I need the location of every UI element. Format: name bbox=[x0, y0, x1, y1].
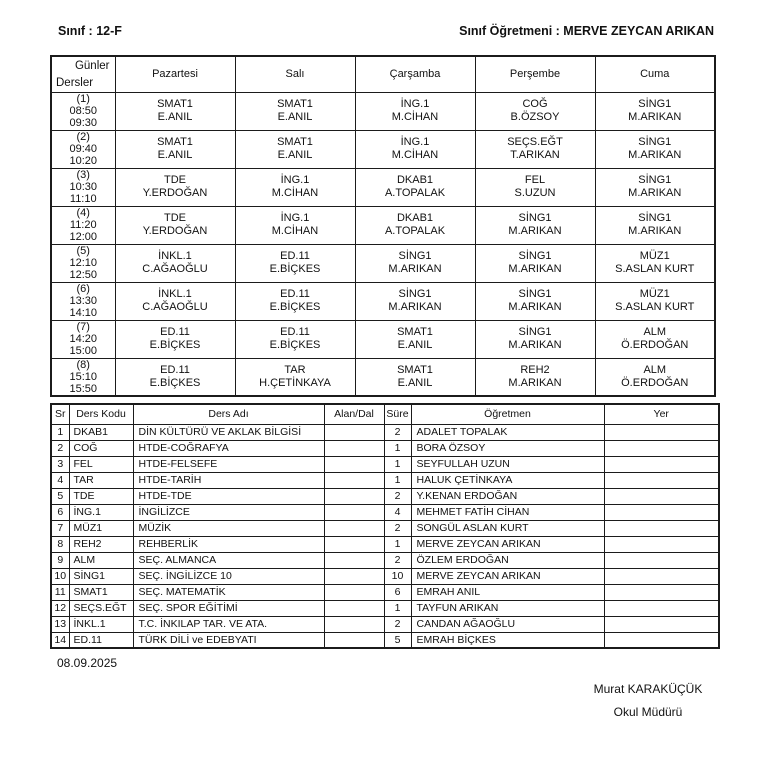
course-column-header: Yer bbox=[604, 404, 719, 424]
lesson-teacher: E.BİÇKES bbox=[269, 263, 321, 275]
course-sr: 1 bbox=[51, 424, 69, 440]
period-start-time: 14:20 bbox=[69, 333, 98, 345]
course-sure: 1 bbox=[384, 456, 411, 472]
course-name: TÜRK DİLİ ve EDEBYATI bbox=[133, 632, 324, 648]
course-sr: 14 bbox=[51, 632, 69, 648]
lesson-teacher: A.TOPALAK bbox=[384, 225, 446, 237]
document-header bbox=[58, 24, 714, 38]
course-row bbox=[51, 424, 719, 440]
period-number: (8) bbox=[76, 358, 90, 371]
period-number: (1) bbox=[76, 93, 90, 105]
lesson-code: SİNG1 bbox=[398, 288, 432, 300]
course-row bbox=[51, 616, 719, 632]
course-column-header: Ders Adı bbox=[133, 404, 324, 424]
lesson-teacher: M.ARIKAN bbox=[508, 339, 562, 351]
course-name: SEÇ. MATEMATİK bbox=[133, 584, 324, 600]
course-sure: 2 bbox=[384, 616, 411, 632]
period-end-time: 15:50 bbox=[69, 382, 98, 395]
lesson-cell bbox=[115, 282, 235, 320]
lesson-teacher: Y.ERDOĞAN bbox=[142, 187, 208, 199]
course-name: SEÇ. İNGİLİZCE 10 bbox=[133, 568, 324, 584]
lesson-cell bbox=[115, 130, 235, 168]
lesson-code: ED.11 bbox=[160, 363, 190, 376]
lesson-code: SMAT1 bbox=[157, 136, 193, 148]
lesson-code: SİNG1 bbox=[518, 326, 552, 338]
course-yer bbox=[604, 504, 719, 520]
course-sr: 8 bbox=[51, 536, 69, 552]
period-number: (7) bbox=[76, 321, 90, 333]
course-sr: 6 bbox=[51, 504, 69, 520]
lesson-code: SİNG1 bbox=[638, 136, 672, 148]
class-teacher-label: Sınıf Öğretmeni : MERVE ZEYCAN ARIKAN bbox=[459, 24, 714, 38]
lesson-teacher: Y.ERDOĞAN bbox=[142, 225, 208, 237]
period-number: (6) bbox=[76, 283, 90, 295]
lesson-code: DKAB1 bbox=[396, 174, 434, 186]
lesson-cell bbox=[115, 320, 235, 358]
course-code: ALM bbox=[69, 552, 133, 568]
period-start-time: 13:30 bbox=[69, 295, 98, 307]
course-name: MÜZİK bbox=[133, 520, 324, 536]
lesson-teacher: M.ARIKAN bbox=[628, 225, 682, 237]
lesson-teacher: M.ARIKAN bbox=[628, 187, 682, 199]
course-teacher: HALUK ÇETİNKAYA bbox=[411, 472, 604, 488]
lesson-code: COĞ bbox=[522, 98, 548, 110]
course-sure: 2 bbox=[384, 552, 411, 568]
course-sr: 4 bbox=[51, 472, 69, 488]
course-teacher: ÖZLEM ERDOĞAN bbox=[411, 552, 604, 568]
course-sure: 1 bbox=[384, 440, 411, 456]
course-teacher: CANDAN AĞAOĞLU bbox=[411, 616, 604, 632]
lesson-code: FEL bbox=[524, 174, 546, 186]
course-name: HTDE-TDE bbox=[133, 488, 324, 504]
lesson-code: SMAT1 bbox=[157, 98, 193, 110]
course-teacher: EMRAH BİÇKES bbox=[411, 632, 604, 648]
course-code: SEÇS.EĞT bbox=[69, 600, 133, 616]
course-name: SEÇ. SPOR EĞİTİMİ bbox=[133, 600, 324, 616]
period-number: (3) bbox=[76, 169, 90, 181]
weekly-timetable bbox=[50, 55, 716, 397]
course-alan-dal bbox=[324, 424, 384, 440]
course-row bbox=[51, 568, 719, 584]
course-row bbox=[51, 440, 719, 456]
period-end-time: 10:20 bbox=[69, 155, 98, 167]
course-alan-dal bbox=[324, 504, 384, 520]
lesson-code: SİNG1 bbox=[638, 174, 672, 186]
lesson-cell bbox=[235, 206, 355, 244]
lesson-teacher: E.ANIL bbox=[157, 149, 193, 161]
class-label: Sınıf : 12-F bbox=[58, 24, 122, 38]
lesson-code: ED.11 bbox=[280, 326, 310, 338]
lesson-teacher: M.CİHAN bbox=[271, 187, 319, 199]
lesson-cell bbox=[235, 130, 355, 168]
course-name: DİN KÜLTÜRÜ VE AKLAK BİLGİSİ bbox=[133, 424, 324, 440]
lesson-teacher: S.ASLAN KURT bbox=[615, 263, 695, 275]
period-start-time: 10:30 bbox=[69, 181, 98, 193]
lesson-cell bbox=[595, 168, 715, 206]
course-sr: 13 bbox=[51, 616, 69, 632]
lesson-code: SİNG1 bbox=[638, 212, 672, 224]
lesson-cell bbox=[355, 168, 475, 206]
signature-block bbox=[548, 682, 748, 719]
lesson-cell bbox=[475, 206, 595, 244]
course-teacher: SEYFULLAH UZUN bbox=[411, 456, 604, 472]
timetable-row bbox=[51, 206, 715, 244]
course-row bbox=[51, 600, 719, 616]
lesson-code: İNG.1 bbox=[400, 98, 430, 110]
lesson-teacher: E.ANIL bbox=[277, 149, 313, 161]
course-name: T.C. İNKILAP TAR. VE ATA. bbox=[133, 616, 324, 632]
period-end-time: 11:10 bbox=[69, 193, 97, 205]
lesson-teacher: E.ANIL bbox=[397, 376, 433, 389]
lesson-teacher: C.AĞAOĞLU bbox=[142, 263, 208, 275]
course-alan-dal bbox=[324, 472, 384, 488]
lesson-cell bbox=[235, 244, 355, 282]
lesson-code: SMAT1 bbox=[397, 326, 433, 338]
lesson-code: SMAT1 bbox=[397, 363, 433, 376]
lesson-teacher: A.TOPALAK bbox=[384, 187, 446, 199]
period-number: (4) bbox=[76, 207, 90, 219]
lesson-code: MÜZ1 bbox=[639, 288, 670, 300]
course-alan-dal bbox=[324, 600, 384, 616]
timetable-row bbox=[51, 92, 715, 130]
course-column-header: Süre bbox=[384, 404, 411, 424]
lesson-teacher: E.ANIL bbox=[157, 111, 193, 123]
course-sr: 7 bbox=[51, 520, 69, 536]
lesson-code: SMAT1 bbox=[277, 98, 313, 110]
lesson-code: İNKL.1 bbox=[158, 288, 192, 300]
period-start-time: 15:10 bbox=[69, 370, 98, 383]
period-end-time: 14:10 bbox=[69, 307, 98, 319]
lesson-cell bbox=[115, 206, 235, 244]
period-end-time: 12:00 bbox=[69, 231, 98, 243]
timetable-row bbox=[51, 244, 715, 282]
period-cell bbox=[51, 244, 115, 282]
lesson-cell bbox=[235, 168, 355, 206]
lesson-teacher: B.ÖZSOY bbox=[510, 111, 560, 123]
course-yer bbox=[604, 552, 719, 568]
lesson-code: ALM bbox=[643, 326, 667, 338]
lesson-code: SİNG1 bbox=[518, 212, 552, 224]
course-sure: 6 bbox=[384, 584, 411, 600]
timetable-row bbox=[51, 130, 715, 168]
course-code: SİNG1 bbox=[69, 568, 133, 584]
lesson-teacher: E.BİÇKES bbox=[269, 339, 321, 351]
course-yer bbox=[604, 600, 719, 616]
lesson-code: TDE bbox=[164, 212, 186, 224]
course-sure: 2 bbox=[384, 520, 411, 536]
lesson-code: ED.11 bbox=[280, 250, 310, 262]
course-yer bbox=[604, 616, 719, 632]
lesson-teacher: M.ARIKAN bbox=[628, 111, 682, 123]
lesson-teacher: M.ARIKAN bbox=[388, 301, 442, 313]
lesson-cell bbox=[595, 358, 715, 396]
timetable-row bbox=[51, 282, 715, 320]
course-name: HTDE-TARİH bbox=[133, 472, 324, 488]
course-teacher: EMRAH ANIL bbox=[411, 584, 604, 600]
lesson-code: ED.11 bbox=[160, 326, 190, 338]
lesson-code: SMAT1 bbox=[277, 136, 313, 148]
course-name: SEÇ. ALMANCA bbox=[133, 552, 324, 568]
lesson-cell bbox=[595, 92, 715, 130]
course-row bbox=[51, 488, 719, 504]
course-sure: 5 bbox=[384, 632, 411, 648]
course-row bbox=[51, 520, 719, 536]
lesson-cell bbox=[115, 358, 235, 396]
course-alan-dal bbox=[324, 456, 384, 472]
lesson-teacher: M.ARIKAN bbox=[508, 301, 562, 313]
course-code: ED.11 bbox=[69, 632, 133, 648]
period-number: (5) bbox=[76, 245, 90, 257]
lesson-teacher: M.ARIKAN bbox=[508, 263, 562, 275]
course-sr: 3 bbox=[51, 456, 69, 472]
course-teacher: MERVE ZEYCAN ARIKAN bbox=[411, 536, 604, 552]
course-table-header-row bbox=[51, 404, 719, 424]
lesson-teacher: T.ARIKAN bbox=[510, 149, 560, 161]
lesson-cell bbox=[235, 92, 355, 130]
lesson-code: SİNG1 bbox=[398, 250, 432, 262]
period-number: (2) bbox=[76, 131, 90, 143]
document-date: 08.09.2025 bbox=[57, 656, 118, 670]
lesson-cell bbox=[355, 206, 475, 244]
corner-days-label: Günler bbox=[74, 60, 110, 72]
lesson-code: İNG.1 bbox=[280, 174, 310, 186]
period-cell bbox=[51, 320, 115, 358]
lesson-cell bbox=[475, 282, 595, 320]
course-yer bbox=[604, 440, 719, 456]
lesson-cell bbox=[115, 92, 235, 130]
course-yer bbox=[604, 456, 719, 472]
course-yer bbox=[604, 584, 719, 600]
lesson-code: İNG.1 bbox=[400, 136, 430, 148]
course-name: REHBERLİK bbox=[133, 536, 324, 552]
lesson-cell bbox=[355, 92, 475, 130]
course-code: İNG.1 bbox=[69, 504, 133, 520]
lesson-code: SİNG1 bbox=[518, 250, 552, 262]
course-sr: 5 bbox=[51, 488, 69, 504]
course-alan-dal bbox=[324, 552, 384, 568]
principal-name: Murat KARAKÜÇÜK bbox=[593, 682, 703, 696]
period-cell bbox=[51, 92, 115, 130]
course-row bbox=[51, 504, 719, 520]
course-code: COĞ bbox=[69, 440, 133, 456]
lesson-teacher: Ö.ERDOĞAN bbox=[621, 339, 689, 351]
lesson-cell bbox=[235, 358, 355, 396]
course-sr: 10 bbox=[51, 568, 69, 584]
course-sure: 10 bbox=[384, 568, 411, 584]
timetable-row bbox=[51, 320, 715, 358]
lesson-teacher: M.CİHAN bbox=[271, 225, 319, 237]
course-sr: 12 bbox=[51, 600, 69, 616]
lesson-teacher: S.ASLAN KURT bbox=[615, 301, 695, 313]
course-alan-dal bbox=[324, 632, 384, 648]
period-cell bbox=[51, 168, 115, 206]
course-teacher: Y.KENAN ERDOĞAN bbox=[411, 488, 604, 504]
course-column-header: Öğretmen bbox=[411, 404, 604, 424]
lesson-teacher: E.ANIL bbox=[397, 339, 433, 351]
lesson-cell bbox=[475, 130, 595, 168]
lesson-cell bbox=[355, 130, 475, 168]
lesson-code: SEÇS.EĞT bbox=[507, 136, 563, 148]
period-cell bbox=[51, 358, 115, 396]
lesson-teacher: E.ANIL bbox=[277, 111, 313, 123]
course-sure: 2 bbox=[384, 424, 411, 440]
period-end-time: 12:50 bbox=[69, 269, 98, 281]
lesson-teacher: M.ARIKAN bbox=[388, 263, 442, 275]
course-sr: 9 bbox=[51, 552, 69, 568]
course-yer bbox=[604, 520, 719, 536]
course-alan-dal bbox=[324, 520, 384, 536]
course-code: TAR bbox=[69, 472, 133, 488]
course-yer bbox=[604, 472, 719, 488]
timetable-header-row bbox=[51, 56, 715, 92]
lesson-code: SİNG1 bbox=[638, 98, 672, 110]
lesson-teacher: E.BİÇKES bbox=[149, 339, 201, 351]
course-column-header: Sr bbox=[51, 404, 69, 424]
lesson-teacher: E.BİÇKES bbox=[269, 301, 321, 313]
lesson-teacher: S.UZUN bbox=[514, 187, 556, 199]
lesson-cell bbox=[475, 168, 595, 206]
period-end-time: 15:00 bbox=[69, 345, 98, 357]
corner-cell bbox=[51, 56, 115, 92]
course-teacher: MEHMET FATİH CİHAN bbox=[411, 504, 604, 520]
course-name: İNGİLİZCE bbox=[133, 504, 324, 520]
course-code: FEL bbox=[69, 456, 133, 472]
lesson-cell bbox=[355, 358, 475, 396]
day-header-perşembe: Perşembe bbox=[475, 56, 595, 92]
course-sr: 2 bbox=[51, 440, 69, 456]
lesson-cell bbox=[595, 130, 715, 168]
period-cell bbox=[51, 130, 115, 168]
course-sure: 1 bbox=[384, 600, 411, 616]
lesson-teacher: M.CİHAN bbox=[391, 111, 439, 123]
lesson-code: TDE bbox=[164, 174, 186, 186]
course-alan-dal bbox=[324, 536, 384, 552]
lesson-cell bbox=[355, 282, 475, 320]
lesson-cell bbox=[595, 282, 715, 320]
lesson-teacher: M.ARIKAN bbox=[508, 376, 562, 389]
course-name: HTDE-FELSEFE bbox=[133, 456, 324, 472]
principal-title: Okul Müdürü bbox=[613, 705, 683, 719]
lesson-code: SİNG1 bbox=[518, 288, 552, 300]
course-sure: 1 bbox=[384, 472, 411, 488]
timetable-row bbox=[51, 168, 715, 206]
lesson-cell bbox=[475, 320, 595, 358]
lesson-cell bbox=[355, 244, 475, 282]
course-yer bbox=[604, 536, 719, 552]
course-row bbox=[51, 536, 719, 552]
course-yer bbox=[604, 568, 719, 584]
course-alan-dal bbox=[324, 584, 384, 600]
lesson-cell bbox=[475, 358, 595, 396]
course-row bbox=[51, 472, 719, 488]
course-row bbox=[51, 552, 719, 568]
lesson-teacher: M.CİHAN bbox=[391, 149, 439, 161]
lesson-teacher: C.AĞAOĞLU bbox=[142, 301, 208, 313]
course-alan-dal bbox=[324, 616, 384, 632]
lesson-cell bbox=[355, 320, 475, 358]
course-row bbox=[51, 456, 719, 472]
course-code: DKAB1 bbox=[69, 424, 133, 440]
course-teacher: SONGÜL ASLAN KURT bbox=[411, 520, 604, 536]
period-end-time: 09:30 bbox=[69, 117, 98, 129]
day-header-pazartesi: Pazartesi bbox=[115, 56, 235, 92]
lesson-cell bbox=[235, 320, 355, 358]
course-code: TDE bbox=[69, 488, 133, 504]
course-list-table bbox=[50, 403, 720, 649]
lesson-cell bbox=[235, 282, 355, 320]
lesson-teacher: M.ARIKAN bbox=[508, 225, 562, 237]
course-row bbox=[51, 584, 719, 600]
course-alan-dal bbox=[324, 488, 384, 504]
lesson-cell bbox=[475, 244, 595, 282]
lesson-code: DKAB1 bbox=[396, 212, 434, 224]
course-code: İNKL.1 bbox=[69, 616, 133, 632]
period-start-time: 11:20 bbox=[69, 219, 97, 231]
lesson-cell bbox=[595, 206, 715, 244]
course-sure: 4 bbox=[384, 504, 411, 520]
day-header-çarşamba: Çarşamba bbox=[355, 56, 475, 92]
course-alan-dal bbox=[324, 440, 384, 456]
lesson-teacher: H.ÇETİNKAYA bbox=[259, 376, 331, 389]
course-teacher: TAYFUN ARIKAN bbox=[411, 600, 604, 616]
course-sure: 1 bbox=[384, 536, 411, 552]
lesson-cell bbox=[595, 320, 715, 358]
period-start-time: 09:40 bbox=[69, 143, 98, 155]
course-yer bbox=[604, 424, 719, 440]
course-sr: 11 bbox=[51, 584, 69, 600]
lesson-cell bbox=[115, 244, 235, 282]
lesson-cell bbox=[115, 168, 235, 206]
period-start-time: 08:50 bbox=[69, 105, 98, 117]
lesson-code: REH2 bbox=[520, 363, 550, 376]
lesson-code: MÜZ1 bbox=[639, 250, 670, 262]
lesson-code: İNG.1 bbox=[280, 212, 310, 224]
course-name: HTDE-COĞRAFYA bbox=[133, 440, 324, 456]
day-header-salı: Salı bbox=[235, 56, 355, 92]
period-cell bbox=[51, 282, 115, 320]
course-yer bbox=[604, 632, 719, 648]
course-teacher: MERVE ZEYCAN ARIKAN bbox=[411, 568, 604, 584]
lesson-code: TAR bbox=[284, 363, 306, 376]
course-yer bbox=[604, 488, 719, 504]
course-column-header: Ders Kodu bbox=[69, 404, 133, 424]
period-cell bbox=[51, 206, 115, 244]
lesson-teacher: M.ARIKAN bbox=[628, 149, 682, 161]
corner-lessons-label: Dersler bbox=[56, 76, 94, 89]
course-column-header: Alan/Dal bbox=[324, 404, 384, 424]
lesson-teacher: E.BİÇKES bbox=[149, 376, 201, 389]
lesson-code: İNKL.1 bbox=[158, 250, 192, 262]
course-alan-dal bbox=[324, 568, 384, 584]
lesson-cell bbox=[595, 244, 715, 282]
lesson-code: ED.11 bbox=[280, 288, 310, 300]
course-row bbox=[51, 632, 719, 648]
day-header-cuma: Cuma bbox=[595, 56, 715, 92]
course-code: SMAT1 bbox=[69, 584, 133, 600]
course-code: REH2 bbox=[69, 536, 133, 552]
period-start-time: 12:10 bbox=[69, 257, 98, 269]
course-code: MÜZ1 bbox=[69, 520, 133, 536]
course-teacher: BORA ÖZSOY bbox=[411, 440, 604, 456]
course-teacher: ADALET TOPALAK bbox=[411, 424, 604, 440]
lesson-code: ALM bbox=[643, 363, 667, 376]
lesson-cell bbox=[475, 92, 595, 130]
timetable-row bbox=[51, 358, 715, 396]
course-sure: 2 bbox=[384, 488, 411, 504]
lesson-teacher: Ö.ERDOĞAN bbox=[621, 376, 689, 389]
